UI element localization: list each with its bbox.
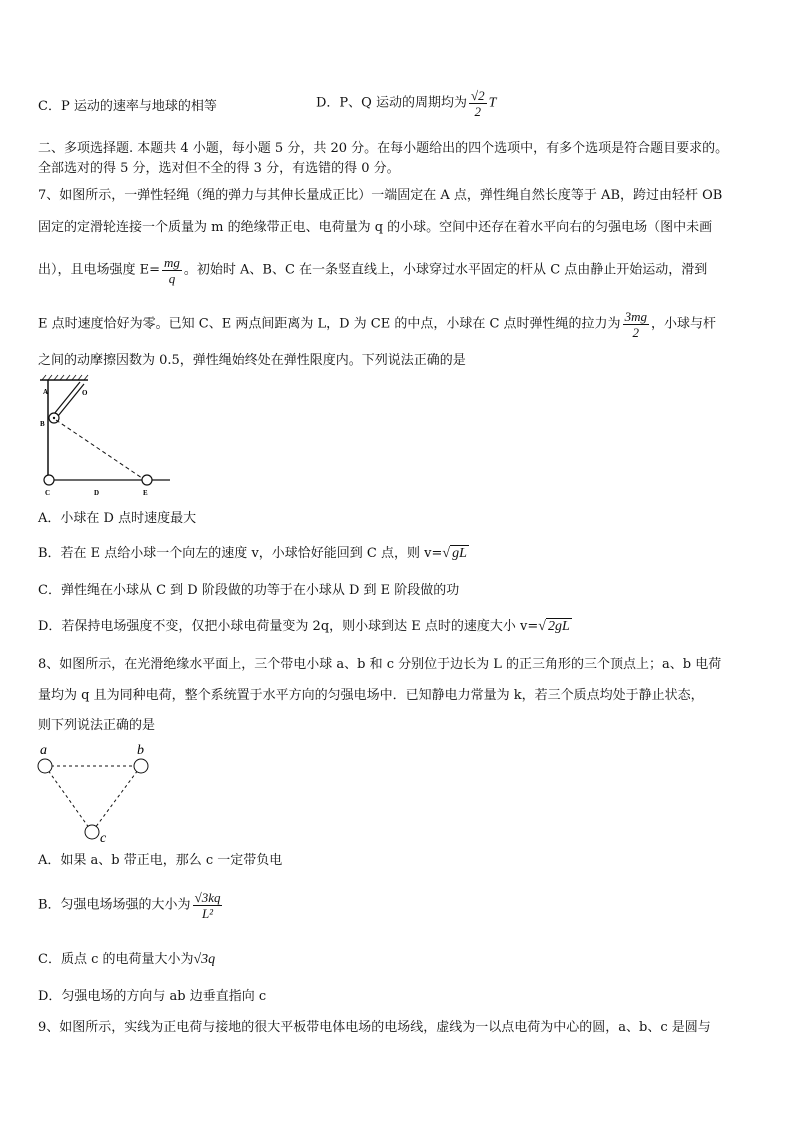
label-C: C <box>45 489 51 497</box>
label-b: b <box>137 743 144 758</box>
q7-option-a: A．小球在 D 点时速度最大 <box>38 511 197 526</box>
q8-option-c: C．质点 c 的电荷量大小为√3q <box>38 952 216 967</box>
label-A: A <box>43 388 49 396</box>
q8-option-b: B．匀强电场场强的大小为 $\frac{√3kq}{\text{L²}}$ <box>38 890 221 921</box>
section2-line2: 全部选对的得 5 分，选对但不全的得 3 分，有选错的得 0 分。 <box>38 161 400 176</box>
label-a: a <box>40 743 47 758</box>
q7-line5: 之间的动摩擦因数为 0.5，弹性绳始终处在弹性限度内。下列说法正确的是 <box>38 353 466 368</box>
q7-option-b: B．若在 E 点给小球一个向左的速度 v，小球恰好能回到 C 点，则 v=√ gL <box>38 546 467 561</box>
q8-option-d: D．匀强电场的方向与 ab 边垂直指向 c <box>38 989 267 1004</box>
q8-line2: 量均为 q 且为同种电荷，整个系统置于水平方向的匀强电场中．已知静电力常量为 k，若三个质点均处于静止状态， <box>38 688 704 703</box>
q8-option-a: A．如果 a、b 带正电，那么 c 一定带负电 <box>38 853 283 868</box>
q8-figure <box>34 742 159 846</box>
q8-line3: 则下列说法正确的是 <box>38 718 156 733</box>
q7-option-c: C．弹性绳在小球从 C 到 D 阶段做的功等于在小球从 D 到 E 阶段做的功 <box>38 583 460 598</box>
q7-line2: 固定的定滑轮连接一个质量为 m 的绝缘带正电、电荷量为 q 的小球。空间中还存在着水平向右的匀强电场（图中未画 <box>38 220 713 235</box>
label-E: E <box>143 489 148 497</box>
label-O: O <box>82 389 88 397</box>
q7-line3: 出），且电场强度 E= $\frac{mg}{q}$ 。初始时 A、B、C 在一条竖直线上，小球穿过水平固定的杆从 C 点由静止开始运动，滑到 <box>38 255 708 286</box>
label-c: c <box>100 831 107 846</box>
label-B: B <box>40 420 45 428</box>
q8-line1: 8、如图所示，在光滑绝缘水平面上，三个带电小球 a、b 和 c 分别位于边长为 L 的正三角形的三个顶点上；a、b 电荷 <box>38 657 722 672</box>
q7-line4: E 点时速度恰好为零。已知 C、E 两点间距离为 L，D 为 CE 的中点，小球在 C 点时弹性绳的拉力为 $\frac{3mg}{2}$ ，小球与杆 <box>38 309 716 340</box>
q9-line1: 9、如图所示，实线为正电荷与接地的很大平板带电体电场的电场线，虚线为一以点电荷为中心的圆，a、b、c 是圆与 <box>38 1020 711 1035</box>
section2-line1: 二、多项选择题. 本题共 4 小题，每小题 5 分，共 20 分。在每小题给出的四个选项中，有多个选项是符合题目要求的。 <box>38 141 729 156</box>
q7-figure <box>36 374 176 499</box>
q6-option-d: D．P、Q 运动的周期均为 $\frac{√2}{2}$ T <box>316 88 497 119</box>
q7-option-d: D．若保持电场强度不变，仅把小球电荷量变为 2q，则小球到达 E 点时的速度大小 v=√ 2gL <box>38 619 570 634</box>
label-D: D <box>94 489 100 497</box>
q7-line1: 7、如图所示，一弹性轻绳（绳的弹力与其伸长量成正比）一端固定在 A 点，弹性绳自然长度等于 AB，跨过由轻杆 OB <box>38 188 723 203</box>
q6-option-c: C．P 运动的速率与地球的相等 <box>38 99 217 114</box>
